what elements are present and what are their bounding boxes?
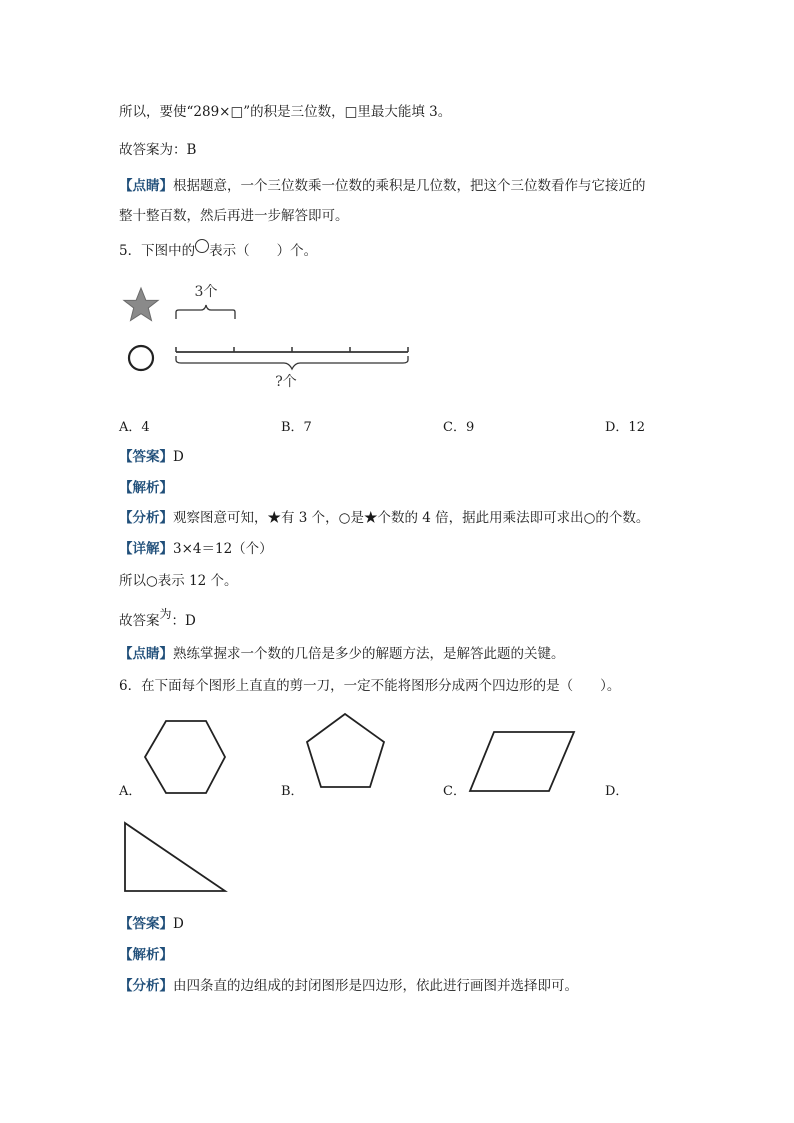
answer-line xyxy=(119,915,184,933)
answer-value: D xyxy=(173,916,184,932)
circle-icon: ○ xyxy=(583,510,596,526)
star-icon: ★ xyxy=(363,510,378,526)
guda-part: ：D xyxy=(171,613,196,629)
circle-icon: ○ xyxy=(146,573,158,589)
dianjing-text: 熟练掌握求一个数的几倍是多少的解题方法，是解答此题的关键。 xyxy=(173,646,565,662)
tag-text: 根据题意，一个三位数乘一位数的乘积是几位数，把这个三位数看作与它接近的 xyxy=(173,178,646,194)
option-a: A． xyxy=(119,784,142,799)
circle-shape xyxy=(129,346,153,370)
xiangjie-text: 3×4＝12（个） xyxy=(173,541,273,557)
parallelogram-shape xyxy=(470,732,574,791)
fenxi-part: 个数的 4 倍，据此用乘法即可求出 xyxy=(377,510,584,526)
q6-figure-d xyxy=(119,818,234,898)
option-b: B．7 xyxy=(281,420,312,435)
stem-part: 表示（ ）个。 xyxy=(209,243,318,259)
circle-icon xyxy=(195,239,209,253)
suoyi-part: 表示 12 个。 xyxy=(157,573,238,589)
text-line: 整十整百数，然后再进一步解答即可。 xyxy=(119,208,349,224)
hexagon-shape xyxy=(145,721,225,793)
option-d: D． xyxy=(605,784,629,799)
brace-top xyxy=(176,305,235,319)
option-d: D．12 xyxy=(605,420,645,435)
question-5-stem xyxy=(119,239,317,260)
star-icon: ★ xyxy=(267,510,281,526)
circle-icon: ○ xyxy=(338,510,351,526)
analysis-line xyxy=(119,479,173,497)
option-b: B． xyxy=(281,784,304,799)
analysis-line xyxy=(119,946,173,964)
question-6-stem: 6．在下面每个图形上直直的剪一刀，一定不能将图形分成两个四边形的是（ ）。 xyxy=(119,678,621,694)
answer-line xyxy=(119,448,184,466)
q6-figures xyxy=(130,710,600,800)
fenxi-part: 有 3 个， xyxy=(281,510,339,526)
fenxi-line xyxy=(119,977,578,995)
triangle-shape xyxy=(125,823,225,891)
section-tag: 【解析】 xyxy=(119,480,173,496)
fenxi-part: 观察图意可知， xyxy=(173,510,268,526)
guda-line xyxy=(119,607,196,630)
answer-value: D xyxy=(173,449,184,465)
brace-bottom xyxy=(176,356,408,369)
section-tag: 【答案】 xyxy=(119,916,173,932)
section-tag: 【点睛】 xyxy=(119,646,173,662)
guda-sup: 为 xyxy=(159,607,172,621)
text-line: 故答案为：B xyxy=(119,142,197,158)
dianjing-line xyxy=(119,645,565,663)
xiangjie-line xyxy=(119,540,273,558)
star-shape xyxy=(124,288,158,321)
q5-figure xyxy=(119,272,419,394)
label-top: 3个 xyxy=(194,284,218,300)
option-c: C．9 xyxy=(443,420,475,435)
suoyi-part: 所以 xyxy=(119,573,146,589)
section-tag: 【分析】 xyxy=(119,978,173,994)
section-tag: 【解析】 xyxy=(119,947,173,963)
fenxi-part: 的个数。 xyxy=(595,510,650,526)
section-tag: 【详解】 xyxy=(119,541,173,557)
fenxi-text: 由四条直的边组成的封闭图形是四边形，依此进行画图并选择即可。 xyxy=(173,978,578,994)
section-tag: 【答案】 xyxy=(119,449,173,465)
stem-part: 5．下图中的 xyxy=(119,243,196,259)
option-c: C． xyxy=(443,784,466,799)
pentagon-shape xyxy=(307,714,384,787)
text-line xyxy=(119,177,646,195)
fenxi-line xyxy=(119,509,649,527)
fenxi-part: 是 xyxy=(350,510,364,526)
section-tag: 【分析】 xyxy=(119,510,173,526)
suoyi-line xyxy=(119,572,238,590)
section-tag: 【点睛】 xyxy=(119,178,173,194)
label-bottom: ?个 xyxy=(275,374,297,390)
text-line: 所以，要使“289×□”的积是三位数，□里最大能填 3。 xyxy=(119,104,452,120)
option-a: A．4 xyxy=(119,420,150,435)
guda-part: 故答案 xyxy=(119,613,160,629)
